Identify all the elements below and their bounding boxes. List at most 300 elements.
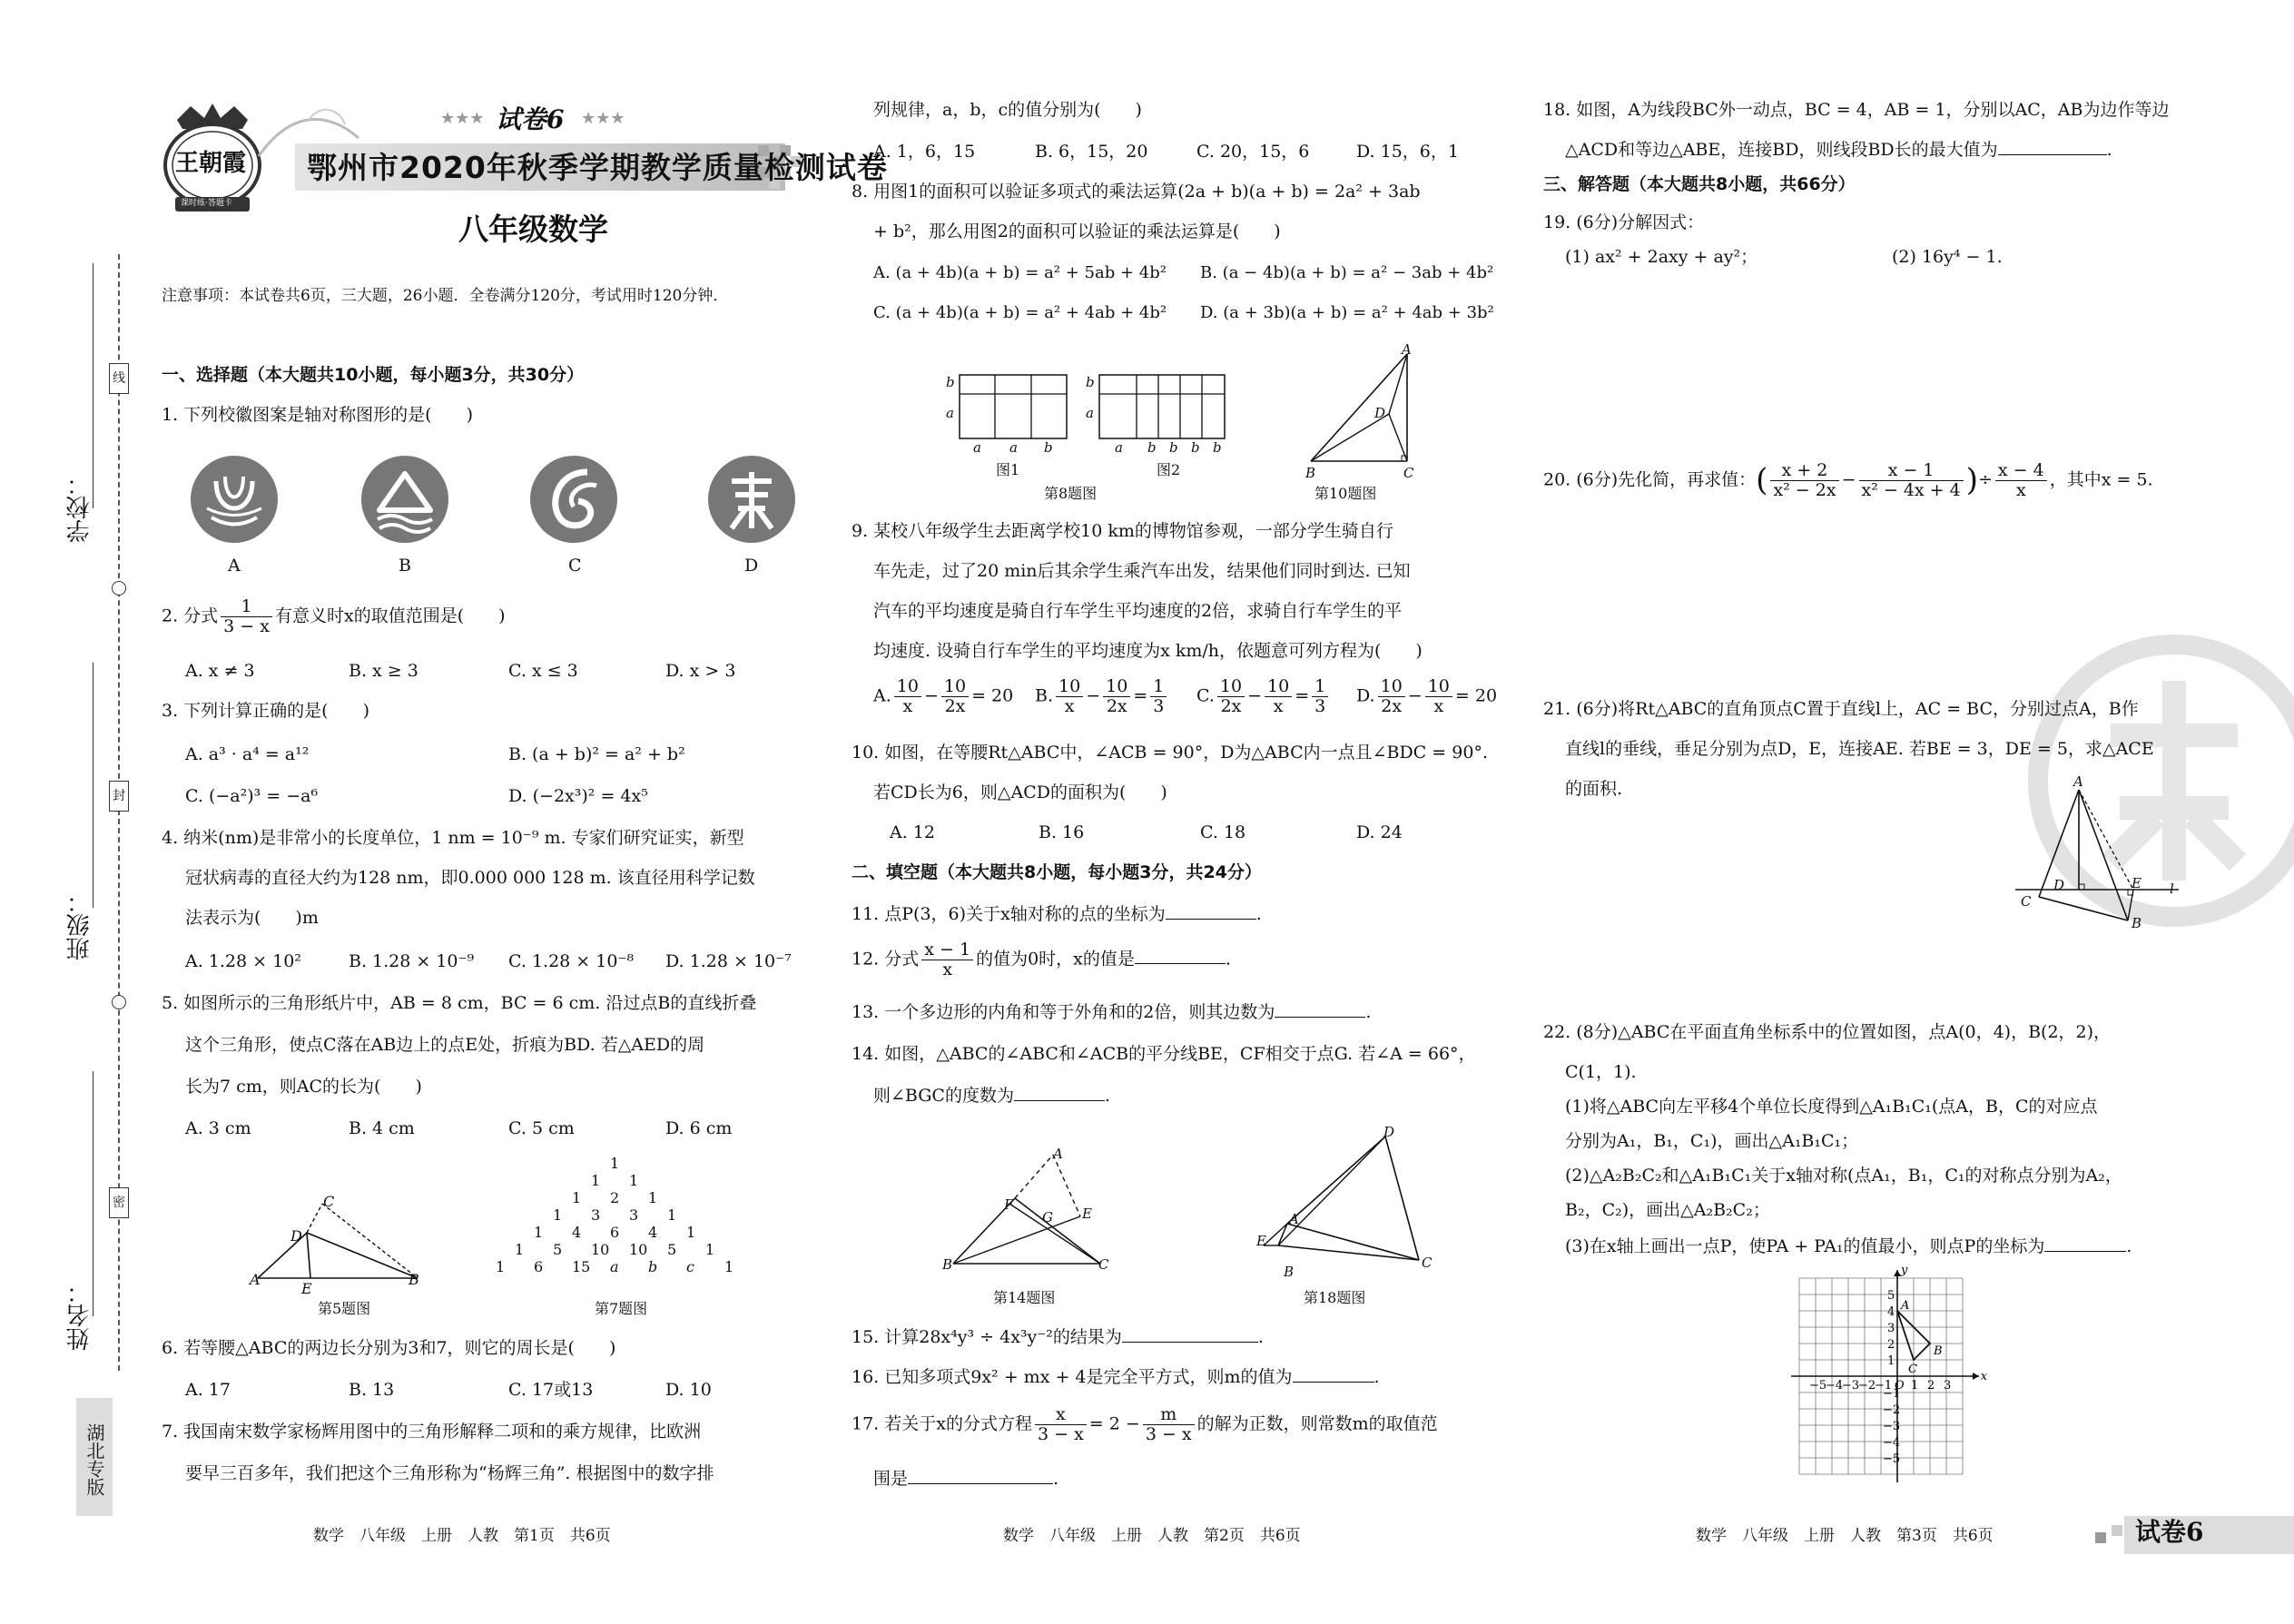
fig2-left-a: a	[1086, 405, 1094, 421]
q15-line: 15. 计算28x⁴y³ ÷ 4x³y⁻²的结果为 .	[852, 1327, 1264, 1347]
q8-line-1: 8. 用图1的面积可以验证多项式的乘法运算(2a + b)(a + b) = 2a² + 3ab	[852, 182, 1421, 202]
q9-b-frac1	[1056, 677, 1083, 716]
q12-suffix: 的值为0时，x的值是	[976, 949, 1135, 969]
fig21-label-b: B	[2132, 915, 2142, 931]
yanghui-number: 15	[572, 1258, 591, 1275]
logo-text: 王朝霞	[175, 150, 247, 177]
q4-option-b: B. 1.28 × 10⁻⁹	[349, 951, 475, 971]
q12-denominator: x	[942, 959, 953, 979]
q7-line-2: 要早三百多年，我们把这个三角形称为“杨辉三角”. 根据图中的数字排	[185, 1463, 714, 1483]
fig7-caption: 第7题图	[595, 1300, 648, 1317]
q22-line-3: (1)将△ABC向左平移4个单位长度得到△A₁B₁C₁(点A，B，C的对应点	[1565, 1097, 2098, 1117]
yanghui-number: 5	[553, 1241, 563, 1258]
yanghui-number: 1	[553, 1206, 563, 1224]
q9-b-rhs: =	[1133, 685, 1148, 706]
q15-text: 15. 计算28x⁴y³ ÷ 4x³y⁻²的结果为	[852, 1327, 1122, 1347]
q6-text: 6. 若等腰△ABC的两边长分别为3和7，则它的周长是( )	[162, 1338, 616, 1358]
q5-option-c: C. 5 cm	[508, 1118, 575, 1138]
fig5-label-c: C	[323, 1193, 335, 1210]
q9-c-d2: x	[1273, 695, 1284, 716]
q2-fraction	[221, 597, 272, 636]
q10-option-d: D. 24	[1356, 822, 1403, 842]
q4-line-1: 4. 纳米(nm)是非常小的长度单位，1 nm = 10⁻⁹ m. 专家们研究证实，新型	[162, 828, 744, 848]
q21-line-1: 21. (6分)将Rt△ABC的直角顶点C置于直线l上，AC = BC，分别过点A，B作	[1543, 699, 2139, 719]
q4-line-2: 冠状病毒的直径大约为128 nm，即0.000 000 128 m. 该直径用科学记数	[185, 868, 755, 888]
yanghui-number: 1	[515, 1241, 525, 1258]
q22-line-6: B₂，C₂)，画出△A₂B₂C₂；	[1565, 1200, 1770, 1220]
q12-fraction	[921, 940, 973, 979]
yanghui-number: 5	[667, 1241, 677, 1258]
q17-frac2	[1143, 1405, 1195, 1444]
q9-b-third-n: 1	[1150, 677, 1167, 697]
y-tick-label: 2	[1887, 1338, 1895, 1352]
x-tick-label: 2	[1927, 1379, 1935, 1393]
fig5-label-b: B	[409, 1271, 419, 1288]
q17-text-2: 围是	[873, 1469, 909, 1489]
fig1-bottom-b: b	[1044, 439, 1053, 456]
q22-line-5: (2)△A₂B₂C₂和△A₁B₁C₁关于x轴对称(点A₁，B₁，C₁的对称点分别为A₂，	[1565, 1166, 2122, 1186]
fig14-label-b: B	[942, 1256, 953, 1273]
exam-series: 试卷6	[496, 104, 565, 134]
figure-2-rectangle	[1098, 374, 1226, 439]
yanghui-number: 1	[705, 1241, 715, 1258]
x-tick-label: −1	[1875, 1379, 1893, 1393]
q17-suffix: 的解为正数，则常数m的取值范	[1196, 1413, 1438, 1434]
q17-d1: 3 − x	[1037, 1423, 1084, 1444]
fig14-label-a: A	[1053, 1146, 1063, 1162]
q18-line-2: △ACD和等边△ABE，连接BD，则线段BD长的最大值为 .	[1565, 140, 2112, 160]
q10-option-a: A. 12	[890, 822, 935, 842]
fig5-label-a: A	[250, 1271, 261, 1288]
fig14-label-f: F	[1004, 1196, 1014, 1213]
page-footer-2: 数学 八年级 上册 人教 第2页 共6页	[1003, 1527, 1301, 1545]
q9-d-n2: 10	[1425, 677, 1452, 697]
q20-a-n: x + 2	[1770, 461, 1838, 481]
q9-c-rhs: =	[1295, 685, 1310, 706]
fig21-label-l: l	[2170, 881, 2174, 897]
q17-answer-blank[interactable]	[908, 1483, 1053, 1484]
fig18-caption: 第18题图	[1304, 1289, 1366, 1306]
q7-option-d: D. 15，6，1	[1356, 142, 1459, 162]
q20-frac-b	[1859, 461, 1964, 500]
q9-a-rhs: = 20	[971, 685, 1014, 706]
q8-option-a: A. (a + 4b)(a + b) = a² + 5ab + 4b²	[873, 263, 1167, 282]
page-footer-1: 数学 八年级 上册 人教 第1页 共6页	[313, 1527, 611, 1545]
q19-part-2: (2) 16y⁴ − 1.	[1892, 247, 2003, 267]
q16-line: 16. 已知多项式9x² + mx + 4是完全平方式，则m的值为 .	[852, 1367, 1380, 1387]
yanghui-number: 1	[667, 1206, 677, 1224]
fig10-caption: 第10题图	[1314, 485, 1377, 502]
q2-denominator: 3 − x	[223, 615, 270, 636]
fig2-bottom-a: a	[1115, 439, 1123, 456]
point-b-label: B	[1934, 1344, 1943, 1358]
fig14-label-g: G	[1042, 1209, 1053, 1225]
fig18-label-b: B	[1284, 1264, 1295, 1280]
q20-frac-a	[1770, 461, 1838, 500]
q10-line-2: 若CD长为6，则△ACD的面积为( )	[873, 782, 1167, 802]
q9-b-n1: 10	[1056, 677, 1083, 697]
q4-option-a: A. 1.28 × 10²	[185, 951, 301, 971]
yanghui-number: 4	[572, 1224, 582, 1241]
page-footer-3: 数学 八年级 上册 人教 第3页 共6页	[1696, 1527, 1994, 1545]
fig10-label-a: A	[1402, 341, 1412, 358]
exam-notice: 注意事项：本试卷共6页，三大题，26小题．全卷满分120分，考试用时120分钟．	[162, 287, 729, 305]
y-tick-label: −1	[1883, 1387, 1901, 1401]
q9-b-frac2	[1103, 677, 1130, 716]
x-tick-label: −5	[1809, 1379, 1827, 1393]
q1-label-b: B	[399, 556, 411, 576]
x-tick-label: −2	[1858, 1379, 1876, 1393]
fig18-label-a: A	[1289, 1211, 1299, 1227]
yanghui-number: 1	[496, 1258, 506, 1275]
q5-line-3: 长为7 cm，则AC的长为( )	[185, 1077, 422, 1097]
q9-d-d2: x	[1433, 695, 1444, 716]
exam-title: 鄂州市2020年秋季学期教学质量检测试卷	[307, 150, 888, 185]
x-tick-label: 3	[1944, 1379, 1952, 1393]
fig18-label-d: D	[1383, 1124, 1395, 1140]
yanghui-number: 1	[724, 1258, 734, 1275]
q1-label-d: D	[744, 556, 759, 576]
q9-c-frac2	[1265, 677, 1292, 716]
seal-char-feng: 封	[109, 781, 129, 812]
q20-c-d: x	[2015, 479, 2026, 500]
q20-suffix: ，其中x = 5.	[2049, 469, 2153, 490]
q9-b-third	[1150, 677, 1167, 716]
q9-c-d1: 2x	[1220, 695, 1242, 716]
q7-line-3: 列规律，a，b，c的值分别为( )	[873, 100, 1142, 120]
q21-line-2: 直线l的垂线，垂足分别为点D，E，连接AE. 若BE = 3，DE = 5，求△ACE	[1565, 739, 2154, 759]
q16-answer-blank[interactable]	[1293, 1382, 1374, 1383]
yanghui-number: 2	[610, 1189, 620, 1206]
q7-option-a: A. 1，6，15	[873, 142, 976, 162]
q12-numerator: x − 1	[921, 940, 973, 960]
q17-prefix: 17. 若关于x的分式方程	[852, 1413, 1032, 1434]
brand-logo	[159, 102, 266, 218]
yanghui-number: 6	[610, 1224, 620, 1241]
q3-option-c: C. (−a²)³ = −a⁶	[185, 786, 319, 806]
q22-line-1: 22. (8分)△ABC在平面直角坐标系中的位置如图，点A(0，4)，B(2，2)，	[1543, 1022, 2112, 1042]
q6-option-a: A. 17	[185, 1380, 231, 1400]
q22-text-7: (3)在x轴上画出一点P，使PA + PA₁的值最小，则点P的坐标为	[1565, 1236, 2045, 1256]
q9-a-frac2	[941, 677, 969, 716]
q15-answer-blank[interactable]	[1122, 1342, 1258, 1343]
q1-label-a: A	[228, 556, 241, 576]
q9-b-d1: x	[1064, 695, 1075, 716]
subject-title: 八年级数学	[458, 212, 608, 247]
q14-text: 则∠BGC的度数为	[873, 1086, 1014, 1106]
q14-line-2: 则∠BGC的度数为 .	[873, 1086, 1110, 1106]
q4-option-c: C. 1.28 × 10⁻⁸	[508, 951, 635, 971]
q9-a-d2: 2x	[944, 695, 966, 716]
yanghui-number: 1	[534, 1224, 544, 1241]
fig5-label-e: E	[301, 1280, 312, 1297]
fig14-label-c: C	[1098, 1256, 1109, 1273]
name-label: 姓名：	[66, 1280, 94, 1351]
q20-paren-close: )	[1965, 462, 1978, 499]
fig10-label-d: D	[1374, 405, 1386, 421]
q13-line: 13. 一个多边形的内角和等于外角和的2倍，则其边数为 .	[852, 1002, 1372, 1022]
badge-square-icon	[2112, 1525, 2122, 1536]
y-tick-label: −2	[1883, 1403, 1901, 1417]
binding-strip	[0, 0, 136, 1624]
yanghui-number: 1	[610, 1155, 620, 1172]
q8-option-b: B. (a − 4b)(a + b) = a² − 3ab + 4b²	[1200, 263, 1494, 282]
q9-c-prefix: C.	[1196, 685, 1215, 706]
q16-text: 16. 已知多项式9x² + mx + 4是完全平方式，则m的值为	[852, 1367, 1293, 1387]
q9-option-d: D. $\frac{10}{2x}$ − $\frac{10}{x}$ = 20	[1356, 676, 1498, 716]
q12-line: 12. 分式 $\frac{x - 1}{x}$ 的值为0时，x的值是 .	[852, 940, 1231, 979]
q2-line	[162, 597, 506, 636]
figure-1-rectangle	[959, 374, 1068, 439]
fig10-label-b: B	[1305, 465, 1316, 481]
yanghui-number: 3	[629, 1206, 639, 1224]
fig1-left-a: a	[946, 405, 954, 421]
yanghui-number: c	[686, 1258, 694, 1275]
q9-c-n2: 10	[1265, 677, 1292, 697]
fig2-bottom-b1: b	[1147, 439, 1157, 456]
q19-text: 19. (6分)分解因式：	[1543, 212, 1705, 232]
q9-line-3: 汽车的平均速度是骑自行车学生平均速度的2倍，求骑自行车学生的平	[873, 601, 1403, 621]
q9-c-frac1	[1217, 677, 1245, 716]
q4-option-d: D. 1.28 × 10⁻⁷	[665, 951, 792, 971]
q14-line-1: 14. 如图，△ABC的∠ABC和∠ACB的平分线BE，CF相交于点G. 若∠A = 66°，	[852, 1044, 1476, 1064]
q12-answer-blank[interactable]	[1135, 963, 1226, 964]
yanghui-number: a	[610, 1258, 619, 1275]
q10-line-1: 10. 如图，在等腰Rt△ABC中，∠ACB = 90°，D为△ABC内一点且∠BDC = 90°.	[852, 743, 1488, 763]
fig2-bottom-b4: b	[1213, 439, 1222, 456]
q17-n1: x	[1035, 1405, 1087, 1425]
q3-option-a: A. a³ · a⁴ = a¹²	[185, 744, 310, 764]
y-tick-label: 1	[1887, 1354, 1895, 1368]
q17-d2: 3 − x	[1145, 1423, 1192, 1444]
section-fill-heading: 二、填空题（本大题共8小题，每小题3分，共24分）	[852, 862, 1262, 882]
q9-d-d1: 2x	[1381, 695, 1403, 716]
q9-line-2: 车先走，过了20 min后其余学生乘汽车出发，结果他们同时到达. 已知	[873, 561, 1411, 581]
q9-line-4: 均速度. 设骑自行车学生的平均速度为x km/h，依题意可列方程为( )	[873, 641, 1423, 661]
q18-answer-blank[interactable]	[1998, 154, 2107, 155]
yanghui-triangle	[496, 1155, 744, 1300]
q17-line-2: 围是 .	[873, 1469, 1059, 1489]
badge-b-icon	[359, 454, 450, 545]
badge-square-icon	[2095, 1532, 2106, 1543]
q20-a-d: x² − 2x	[1773, 479, 1836, 500]
q20-line: 20. (6分)先化简，再求值：( $\frac{x + 2}{\text{x² − 2x}}$ − $\frac{x - 1}{\text{x² − 4x + 4}}$ )÷ $\frac{x - 4}{x}$ ，其中x = 5.	[1543, 460, 2153, 500]
q22-line-4: 分别为A₁，B₁，C₁)，画出△A₁B₁C₁；	[1565, 1131, 1859, 1151]
q9-option-a: A. $\frac{10}{x}$ − $\frac{10}{2x}$ = 20	[873, 676, 1014, 716]
binding-hole-icon	[112, 581, 126, 595]
seal-char-xian: 线	[109, 363, 129, 394]
x-tick-label: −4	[1826, 1379, 1844, 1393]
fig1-caption: 图1	[996, 461, 1020, 478]
q9-d-prefix: D.	[1356, 685, 1375, 706]
q2-option-c: C. x ≤ 3	[508, 661, 578, 681]
q22-answer-blank[interactable]	[2044, 1251, 2126, 1252]
q9-b-third-d: 3	[1153, 695, 1165, 716]
q5-option-b: B. 4 cm	[349, 1118, 415, 1138]
q10-option-c: C. 18	[1200, 822, 1246, 842]
q9-option-c: C. $\frac{10}{2x}$ − $\frac{10}{x}$ = $\frac{1}{3}$	[1196, 677, 1331, 716]
badge-d-icon	[706, 454, 797, 545]
x-tick-label: −3	[1842, 1379, 1860, 1393]
q3-option-d: D. (−2x³)² = 4x⁵	[508, 786, 648, 806]
stars-left-icon: ★★★	[440, 109, 485, 128]
fig21-label-d: D	[2053, 877, 2065, 893]
fig1-bottom-a2: a	[1009, 439, 1018, 456]
q2-option-a: A. x ≠ 3	[185, 661, 255, 681]
q12-prefix: 12. 分式	[852, 949, 920, 969]
q3-option-b: B. (a + b)² = a² + b²	[508, 744, 685, 764]
q6-option-b: B. 13	[349, 1380, 395, 1400]
q9-b-d2: 2x	[1106, 695, 1127, 716]
q9-c-third	[1312, 677, 1328, 716]
q9-d-frac2	[1425, 677, 1452, 716]
q9-a-prefix: A.	[873, 685, 891, 706]
q2-option-b: B. x ≥ 3	[349, 661, 418, 681]
fig18-label-c: C	[1422, 1255, 1433, 1271]
class-label: 班级：	[66, 890, 94, 960]
yanghui-number: 4	[648, 1224, 658, 1241]
yanghui-number: 1	[648, 1189, 658, 1206]
q17-line-1	[852, 1405, 1438, 1444]
q17-mid: = 2 −	[1088, 1413, 1140, 1434]
q22-line-2: C(1，1).	[1565, 1062, 1637, 1082]
class-line	[93, 663, 94, 908]
q11-answer-blank[interactable]	[1166, 919, 1256, 920]
fig5-caption: 第5题图	[318, 1300, 371, 1317]
section-choice-heading: 一、选择题（本大题共10小题，每小题3分，共30分）	[162, 365, 585, 385]
q9-a-n1: 10	[894, 677, 921, 697]
q8-option-d: D. (a + 3b)(a + b) = a² + 4ab + 3b²	[1200, 303, 1494, 322]
y-tick-label: 4	[1887, 1305, 1895, 1319]
figure-q10	[1298, 345, 1434, 472]
q9-d-rhs: = 20	[1454, 685, 1498, 706]
y-tick-label: −5	[1883, 1452, 1901, 1466]
q22-line-7: (3)在x轴上画出一点P，使PA + PA₁的值最小，则点P的坐标为 .	[1565, 1236, 2132, 1256]
binding-hole-icon	[112, 995, 126, 1009]
yanghui-number: 1	[591, 1172, 601, 1189]
q6-option-c: C. 17或13	[508, 1380, 594, 1400]
fig2-bottom-b3: b	[1191, 439, 1200, 456]
q18-line-1: 18. 如图，A为线段BC外一动点，BC = 4，AB = 1，分别以AC，AB为边作等边	[1543, 100, 2170, 120]
yanghui-number: 6	[534, 1258, 544, 1275]
yanghui-number: 10	[629, 1241, 648, 1258]
q9-b-n2: 10	[1103, 677, 1130, 697]
q3-text: 3. 下列计算正确的是( )	[162, 701, 369, 721]
point-a-label: A	[1901, 1299, 1910, 1313]
badge-c-icon	[528, 454, 619, 545]
yanghui-number: 1	[629, 1172, 639, 1189]
q9-option-b: B. $\frac{10}{x}$ − $\frac{10}{2x}$ = $\frac{1}{3}$	[1035, 677, 1169, 716]
fig14-caption: 第14题图	[993, 1289, 1056, 1306]
q20-b-n: x − 1	[1859, 461, 1964, 481]
q20-b-d: x² − 4x + 4	[1861, 479, 1961, 500]
q5-line-2: 这个三角形，使点C落在AB边上的点E处，折痕为BD. 若△AED的周	[185, 1035, 705, 1055]
coordinate-grid	[1788, 1264, 1988, 1492]
province-badge: 湖北专版	[76, 1398, 113, 1516]
point-c-label: C	[1908, 1363, 1917, 1376]
y-tick-label: 5	[1887, 1289, 1895, 1303]
q20-c-n: x − 4	[1995, 461, 2047, 481]
q20-prefix: 20. (6分)先化简，再求值：	[1543, 469, 1757, 490]
q2-prefix: 2. 分式	[162, 605, 219, 626]
section-answer-heading: 三、解答题（本大题共8小题，共66分）	[1543, 174, 1856, 194]
y-tick-label: 3	[1887, 1322, 1895, 1335]
fig21-label-a: A	[2073, 773, 2083, 790]
q6-option-d: D. 10	[665, 1380, 712, 1400]
q20-paren-open: (	[1756, 462, 1768, 499]
q9-b-prefix: B.	[1035, 685, 1054, 706]
q5-line-1: 5. 如图所示的三角形纸片中，AB = 8 cm，BC = 6 cm. 沿过点B的直线折叠	[162, 993, 757, 1013]
q14-answer-blank[interactable]	[1014, 1100, 1105, 1101]
y-tick-label: −3	[1883, 1420, 1901, 1433]
fig10-label-c: C	[1403, 465, 1414, 481]
q2-option-d: D. x > 3	[665, 661, 736, 681]
q2-suffix: 有意义时x的取值范围是( )	[274, 605, 506, 626]
fig2-caption: 图2	[1157, 461, 1181, 478]
q9-d-frac1	[1378, 677, 1405, 716]
fig2-bottom-b2: b	[1169, 439, 1178, 456]
fig1-bottom-a1: a	[973, 439, 981, 456]
school-label: 学校：	[66, 472, 94, 543]
y-tick-label: −4	[1883, 1436, 1901, 1450]
yanghui-number: 10	[591, 1241, 610, 1258]
q10-option-b: B. 16	[1039, 822, 1085, 842]
x-tick-label: 1	[1911, 1379, 1919, 1393]
yanghui-number: 3	[591, 1206, 601, 1224]
x-tick-label: O	[1895, 1379, 1905, 1393]
q7-option-b: B. 6，15，20	[1035, 142, 1148, 162]
q17-n2: m	[1143, 1405, 1195, 1425]
q13-answer-blank[interactable]	[1275, 1017, 1365, 1018]
q11-line: 11. 点P(3，6)关于x轴对称的点的坐标为 .	[852, 904, 1262, 924]
yanghui-number: b	[648, 1258, 658, 1275]
q5-option-a: A. 3 cm	[185, 1118, 251, 1138]
q21-line-3: 的面积.	[1565, 779, 1623, 799]
q8-line-2: + b²，那么用图2的面积可以验证的乘法运算是( )	[873, 221, 1281, 241]
q4-line-3: 法表示为( )m	[185, 908, 319, 928]
q9-a-n2: 10	[941, 677, 969, 697]
figure-q18	[1251, 1126, 1433, 1271]
x-axis-label: x	[1980, 1370, 1988, 1383]
fig1-left-b: b	[946, 374, 955, 390]
figure-q21	[2006, 781, 2197, 935]
q9-c-third-d: 3	[1314, 695, 1326, 716]
yanghui-number: 1	[686, 1224, 696, 1241]
q9-c-third-n: 1	[1312, 677, 1328, 697]
badge-a-icon	[189, 454, 280, 545]
fig8-caption: 第8题图	[1044, 485, 1098, 502]
seal-char-mi: 密	[109, 1187, 129, 1218]
stars-right-icon: ★★★	[581, 109, 625, 128]
q7-line-1: 7. 我国南宋数学家杨辉用图中的三角形解释二项和的乘方规律，比欧洲	[162, 1422, 702, 1442]
q18-text: △ACD和等边△ABE，连接BD，则线段BD长的最大值为	[1565, 140, 1998, 160]
y-axis-arrow-icon	[1894, 1270, 1901, 1276]
fig21-label-e: E	[2132, 875, 2141, 891]
q20-frac-c	[1995, 461, 2047, 500]
q2-numerator: 1	[221, 597, 272, 617]
figure-q5	[245, 1189, 436, 1294]
fig2-left-b: b	[1086, 374, 1095, 390]
q19-part-1: (1) ax² + 2axy + ay²；	[1565, 247, 1758, 267]
q17-frac1	[1035, 1405, 1087, 1444]
q13-text: 13. 一个多边形的内角和等于外角和的2倍，则其边数为	[852, 1002, 1275, 1022]
q9-line-1: 9. 某校八年级学生去距离学校10 km的博物馆参观，一部分学生骑自行	[852, 521, 1393, 541]
q9-a-d1: x	[902, 695, 913, 716]
q9-c-n1: 10	[1217, 677, 1245, 697]
q7-option-c: C. 20，15，6	[1196, 142, 1310, 162]
q11-text: 11. 点P(3，6)关于x轴对称的点的坐标为	[852, 904, 1166, 924]
q9-d-n1: 10	[1378, 677, 1405, 697]
